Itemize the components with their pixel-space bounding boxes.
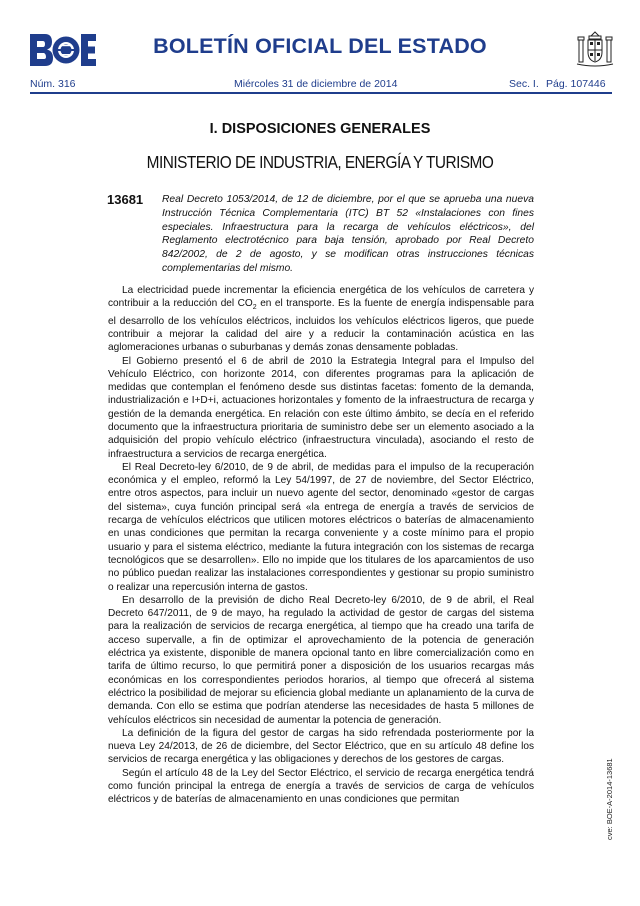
paragraph: En desarrollo de la previsión de dicho Real Decreto-ley 6/2010, de 9 de abril, el Real Decreto 647/2011, de 9 de mayo, ha regulado la actividad de gestor de cargas del sistema para la realización de servicios de recarga energética, al tiempo que ha creado una tarifa de acceso supervalle, a fin de optimizar el aprovechamiento de la potencia de generación eléctrica ya existente, disponible de manera opcional tanto en libre comercialización como en tarifa de último recurso, lo que permitirá poner a disposición de los usuarios recargas más económicas en los correspondientes periodos horarios, al tiempo que ofrecerá al sistema eléctrico la posibilidad de mejorar su eficiencia global mediante un aplanamiento de la curva de demanda. Con ello se estima que podrían atenderse las necesidades de hasta 5 millones de vehículos eléctricos sin necesidad de aumentar la potencia de generación. [108,594,534,726]
section-label: Sec. I. [509,78,539,90]
paragraph: El Real Decreto-ley 6/2010, de 9 de abril, de medidas para el impulso de la recuperación económica y el empleo, reformó la Ley 54/1997, de 27 de noviembre, del Sector Eléctrico, entre otros aspectos, para incluir un nuevo agente del sector, denominado «gestor de cargas del sistema», cuya función principal será «la entrega de energía a través de servicios de recarga de vehículos eléctricos que utilicen motores eléctricos o baterías de almacenamiento en unas condiciones que permitan la recarga conveniente y a coste mínimo para el propio usuario y para el sistema eléctrico, mediante la futura integración con los sistemas de recarga tecnológicos que se desarrollen». Ello no impide que los titulares de los aparcamientos de uso no público puedan realizar las instalaciones correspondientes y gestionar su propio suministro o realizar una repercusión interna de gastos. [108,461,534,593]
ministry-heading: MINISTERIO DE INDUSTRIA, ENERGÍA Y TURISMO [146,152,494,172]
paragraph: El Gobierno presentó el 6 de abril de 2010 la Estrategia Integral para el Impulso del Vehículo Eléctrico, con horizonte 2014, con diferentes programas para la aplicación de medidas que contemplan el fenómeno desde sus distintas facetas: fomento de la demanda, industrialización e I+D+i, actuaciones horizontales y fomento de la infraestructura de recarga y gestión de la demanda energética. En relación con este último ámbito, se decía en el referido documento que la infraestructura prioritaria de suministro debe ser un elemento asociado a la adquisición del propio vehículo eléctrico (infraestructura vinculada), asociando el resto de infraestructura a servicios de recarga energética. [108,355,534,460]
section-title: I. DISPOSICIONES GENERALES [209,121,431,137]
paragraph: La electricidad puede incrementar la eficiencia energética de los vehículos de carretera y contribuir a la reducción del $CO_2$ en el transporte. Es la fuente de energía indispensable para el desarrollo de los vehículos eléctricos, incluidos los vehículos eléctricos ligeros, que puede contribuir a mejorar la calidad del aire y a reducir la contaminación acústica en las aglomeraciones urbanas o suburbanas y demás zonas densamente pobladas. [108,285,534,354]
disposition-summary: Real Decreto 1053/2014, de 12 de diciembre, por el que se aprueba una nueva Instrucción Técnica Complementaria (ITC) BT 52 «Instalaciones con fines especiales. Infraestructura para la recarga de vehículos eléctricos», del Reglamento electrotécnico para baja tensión, aprobado por Real Decreto 842/2002, de 2 de agosto, y se modifican otras instrucciones técnicas complementarias del mismo. [162,194,534,274]
issue-number: Núm. 316 [30,78,76,90]
header-rule [30,92,612,94]
disposition-number: 13681 [107,192,144,207]
cve-identifier: cve: BOE-A-2014-13681 [605,758,614,840]
masthead-title: BOLETÍN OFICIAL DEL ESTADO [153,34,487,58]
boe-logo [30,34,96,66]
coat-of-arms-icon [575,30,615,70]
page-label: Pág. 107446 [546,78,606,90]
paragraph: La definición de la figura del gestor de cargas ha sido refrendada posteriormente por la nueva Ley 24/2013, de 26 de diciembre, del Sector Eléctrico, que en su artículo 48 define los servicios de recarga energética y las obligaciones y derechos de los gestores de cargas. [108,727,534,766]
issue-date: Miércoles 31 de diciembre de 2014 [234,78,398,90]
body-text [108,284,534,807]
paragraph: Según el artículo 48 de la Ley del Sector Eléctrico, el servicio de recarga energética tendrá como función principal la entrega de energía a través de servicios de carga de vehículos eléctricos y de baterías de almacenamiento en unas condiciones que permitan [108,767,534,806]
